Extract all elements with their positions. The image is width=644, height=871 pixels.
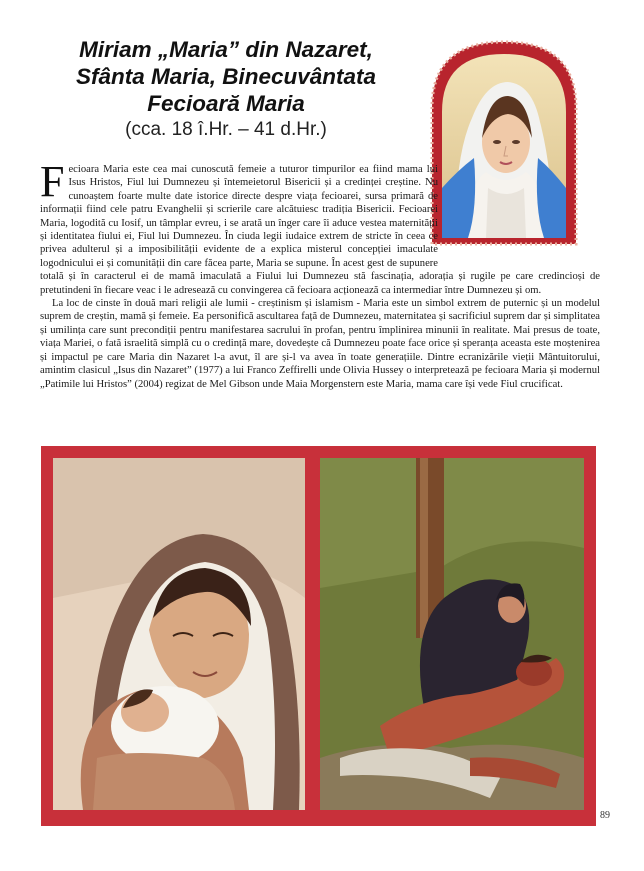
paragraph-1: ecioara Maria este cea mai cunoscută femeie a tuturor timpurilor ea fiind mama lui Isus Hristos, Fiul lui Dumnezeu și întemeietorul Bisericii și a credinței creștine. Nu cunoaștem foarte multe date istorice directe despre viața fecioarei, sursa primară de informații fiind cele patru Evanghelii și scrierile care alcătuiesc tradiția Bisericii. Fecioarei Maria, logodită cu Iosif, un tâmplar evreu, i se arată un înger care îi aduce vestea maternității și identitatea fiului ei, Fiul lui Dumnezeu. În ciuda legii iudaice extrem de stricte în ceea ce privea adulterul și a imposibilității evidente de a explica misterul concepției imaculate logodnicului ei și comunității din care făcea parte, Maria se supune. În acest gest de supunere totală și în caracterul ei de mamă imaculată a Fiului lui Dumnezeu stă fascinația, adorația și rugile pe care credincioși de pretutindeni în fiecare veac i le adresează cu convingerea că fecioara acționează ca intermediar între Dumnezeu și om. bbox=[40, 164, 600, 296]
paragraph-2: La loc de cinste în două mari religii ale lumii - creștinism și islamism - Maria este un simbol extrem de puternic și un modelul suprem de creștin, mamă și femeie. Ea personifică ascultarea față de Dumnezeu, maternitatea și sacrificiul suprem dar și simplitatea și umilința care sunt precondiții pentru manifestarea sacrului în profan, pentru împlinirea minunii în realitate. Mai presus de toate, viața Mariei, o fată israelită simplă cu o credință mare, dovedește că Dumnezeu poate face orice și speranța aceasta este moștenirea și impactul pe care Maria din Nazaret l-a avut, îl are și-l va avea în toate generațiile. Dintre ecranizările vieții Mântuitorului, amintim clasicul „Isus din Nazaret” (1977) a lui Franco Zeffirelli unde Olivia Hussey o interpretează pe fecioara Maria și modernul „Patimile lui Hristos” (2004) regizat de Mel Gibson unde Maia Morgenstern este Maria, mama care își vede Fiul crucificat. bbox=[40, 298, 600, 390]
pieta-illustration bbox=[320, 458, 584, 810]
title-line-2: Sfânta Maria, Binecuvântata bbox=[75, 64, 377, 89]
lifespan-dates: (cca. 18 î.Hr. – 41 d.Hr.) bbox=[125, 119, 327, 140]
article-title bbox=[40, 36, 412, 142]
drop-cap: F bbox=[40, 157, 65, 206]
madonna-child-illustration bbox=[53, 458, 305, 810]
page-number: 89 bbox=[600, 810, 610, 821]
title-line-3: Fecioară Maria bbox=[147, 91, 305, 116]
article-body bbox=[40, 157, 600, 391]
title-line-1: Miriam „Maria” din Nazaret, bbox=[79, 37, 373, 62]
illustration-frame bbox=[41, 446, 596, 826]
